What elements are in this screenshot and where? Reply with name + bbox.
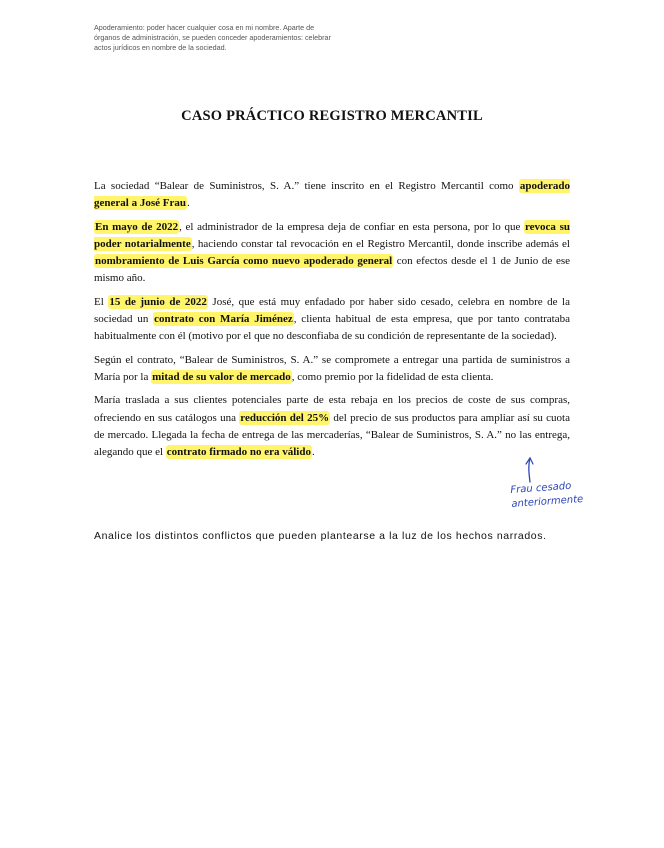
highlight: nombramiento de Luis García como nuevo apoderado general — [95, 255, 393, 268]
case-body — [94, 178, 570, 467]
highlight: 15 de junio de 2022 — [109, 295, 207, 308]
paragraph-5 — [94, 392, 570, 461]
paragraph-2 — [94, 219, 570, 288]
handwritten-note: Frau cesado anteriormente — [510, 480, 584, 510]
text: , haciendo constar tal revocación en el Registro Mercantil, donde inscribe además el — [191, 237, 570, 250]
text: María traslada a sus clientes potenciales parte de esta rebaja en los precios de coste de sus compras, ofreciendo en sus catálogos una — [94, 394, 570, 424]
paragraph-3 — [94, 294, 570, 346]
highlight: reducción del 25% — [240, 411, 330, 424]
highlight: contrato firmado no era válido — [166, 446, 311, 459]
highlight: apoderado general a José Frau — [94, 180, 570, 210]
text: . — [311, 446, 315, 459]
header-note: Apoderamiento: poder hacer cualquier cosa en mi nombre. Aparte de órganos de administración, se pueden conceder apoderamientos: celebrar actos jurídicos en nombre de la sociedad. — [94, 23, 331, 52]
page-title: CASO PRÁCTICO REGISTRO MERCANTIL — [181, 108, 483, 124]
text: con efectos desde el 1 de Junio de ese mismo año. — [94, 255, 570, 285]
question-text: Analice los distintos conflictos que pueden plantearse a la luz de los hechos narrados. — [94, 530, 547, 542]
text: Según el contrato, “Balear de Suministros, S. A.” se compromete a entregar una partida de suministros a María por la — [94, 353, 570, 383]
highlight: revoca su poder notarialmente — [94, 220, 570, 250]
text: , clienta habitual de esta empresa, que por tanto contrataba habitualmente con él (motivo por el que no desconfiaba de su condición de representante de la sociedad). — [94, 313, 571, 343]
highlight: En mayo de 2022 — [95, 220, 179, 233]
paragraph-4 — [94, 352, 570, 387]
paragraph-1 — [94, 178, 570, 213]
text: La sociedad “Balear de Suministros, S. A.” tiene inscrito en el Registro Mercantil como — [94, 180, 519, 192]
text: El — [94, 295, 109, 308]
text: . — [186, 197, 190, 210]
highlight: contrato con María Jiménez — [154, 313, 293, 326]
text: , como premio por la fidelidad de esta clienta. — [291, 370, 494, 383]
highlight: mitad de su valor de mercado — [152, 370, 291, 383]
text: , el administrador de la empresa deja de confiar en esta persona, por lo que — [179, 220, 524, 233]
text: del precio de sus productos para ampliar así su cuota de mercado. Llegada la fecha de entrega de las mercaderías, “Balear de Suministros, S. A.” no las entrega, alegando que el — [94, 411, 571, 459]
text: José, que está muy enfadado por haber sido cesado, celebra en nombre de la sociedad un — [94, 295, 570, 326]
